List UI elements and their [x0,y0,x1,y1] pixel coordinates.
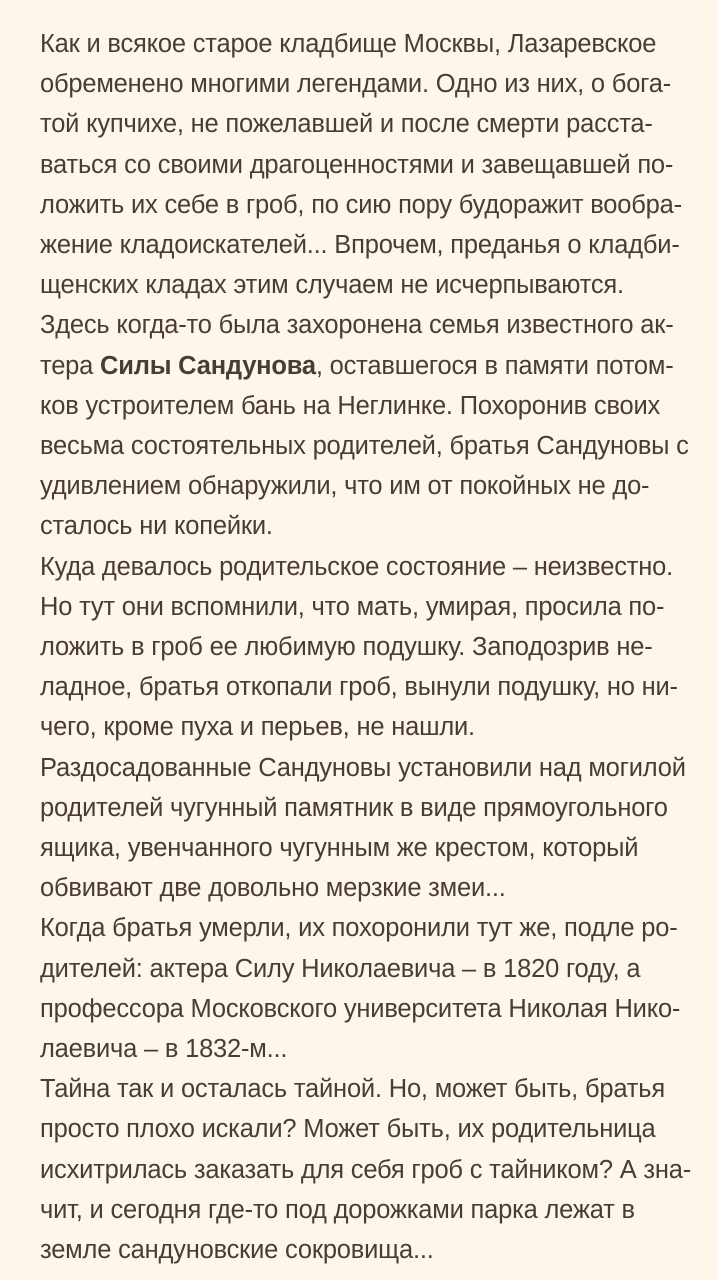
paragraph-brothers-burial [40,908,690,1069]
text-line: профессора Московского университета Николая Нико- [40,994,681,1023]
text-line: родителей чугунный памятник в виде прямоугольного [40,793,668,822]
text-line: Как и всякое старое кладбище Москвы, Лазаревское [40,30,657,58]
text-line: просто плохо искали? Может быть, их родительница [40,1115,656,1144]
text-line: дителей: актера Силу Николаевича – в 1820 году, а [40,954,641,983]
text-line: Куда девалось родительское состояние – неизвестно. [40,552,673,581]
text-line: лаевича – в 1832-м... [40,1035,288,1064]
text-line: ложить в гроб ее любимую подушку. Заподозрив не- [40,633,653,662]
paragraph-pillow [40,547,690,748]
text-line: Здесь когда-то была захоронена семья известного ак- [40,311,674,340]
text-line [40,346,690,386]
highlighted-name: Силы Сандунова [100,351,316,380]
text-line: ладное, братья откопали гроб, вынули подушку, но ни- [40,673,678,702]
text-line: Тайна так и осталась тайной. Но, может быть, братья [40,1075,665,1104]
text-line: ков устроителем бань на Неглинке. Похоронив своих [40,391,661,420]
article-body [40,24,690,1270]
text-line: исхитрилась заказать для себя гроб с тайником? А зна- [40,1155,692,1184]
paragraph-monument [40,748,690,909]
text-line: чит, и сегодня где-то под дорожками парка лежат в [40,1195,635,1224]
paragraph-legend [40,24,690,305]
text-line: обвивают две довольно мерзкие змеи... [40,874,506,903]
text-line: земле сандуновские сокровища... [40,1236,434,1265]
text-line: Когда братья умерли, их похоронили тут же, подле ро- [40,914,678,943]
text-line: удивлением обнаружили, что им от покойных не до- [40,472,650,501]
text-line: Но тут они вспомнили, что мать, умирая, просила по- [40,592,665,621]
text-line: чего, кроме пуха и перьев, не нашли. [40,713,475,742]
text-line: жение кладоискателей... Впрочем, преданья о кладби- [40,231,680,260]
text-line: сталось ни копейки. [40,512,273,541]
text-line: ложить их себе в гроб, по сию пору будоражит вообра- [40,190,682,219]
text-fragment: , оставшегося в памяти потом- [315,351,674,380]
text-line: весьма состоятельных родителей, братья Сандуновы с [40,432,689,461]
text-line: щенских кладах этим случаем не исчерпываются. [40,271,624,300]
text-line: той купчихе, не пожелавшей и после смерти расста- [40,110,653,139]
text-line: ящика, увенчанного чугунным же крестом, который [40,834,639,863]
paragraph-sandunov-family [40,305,690,546]
text-line: ваться со своими драгоценностями и завещавшей по- [40,150,674,179]
paragraph-mystery [40,1069,690,1270]
text-line: обременено многими легендами. Одно из них, о бога- [40,70,671,99]
text-fragment: тера [40,351,101,380]
text-line: Раздосадованные Сандуновы установили над могилой [40,753,686,782]
